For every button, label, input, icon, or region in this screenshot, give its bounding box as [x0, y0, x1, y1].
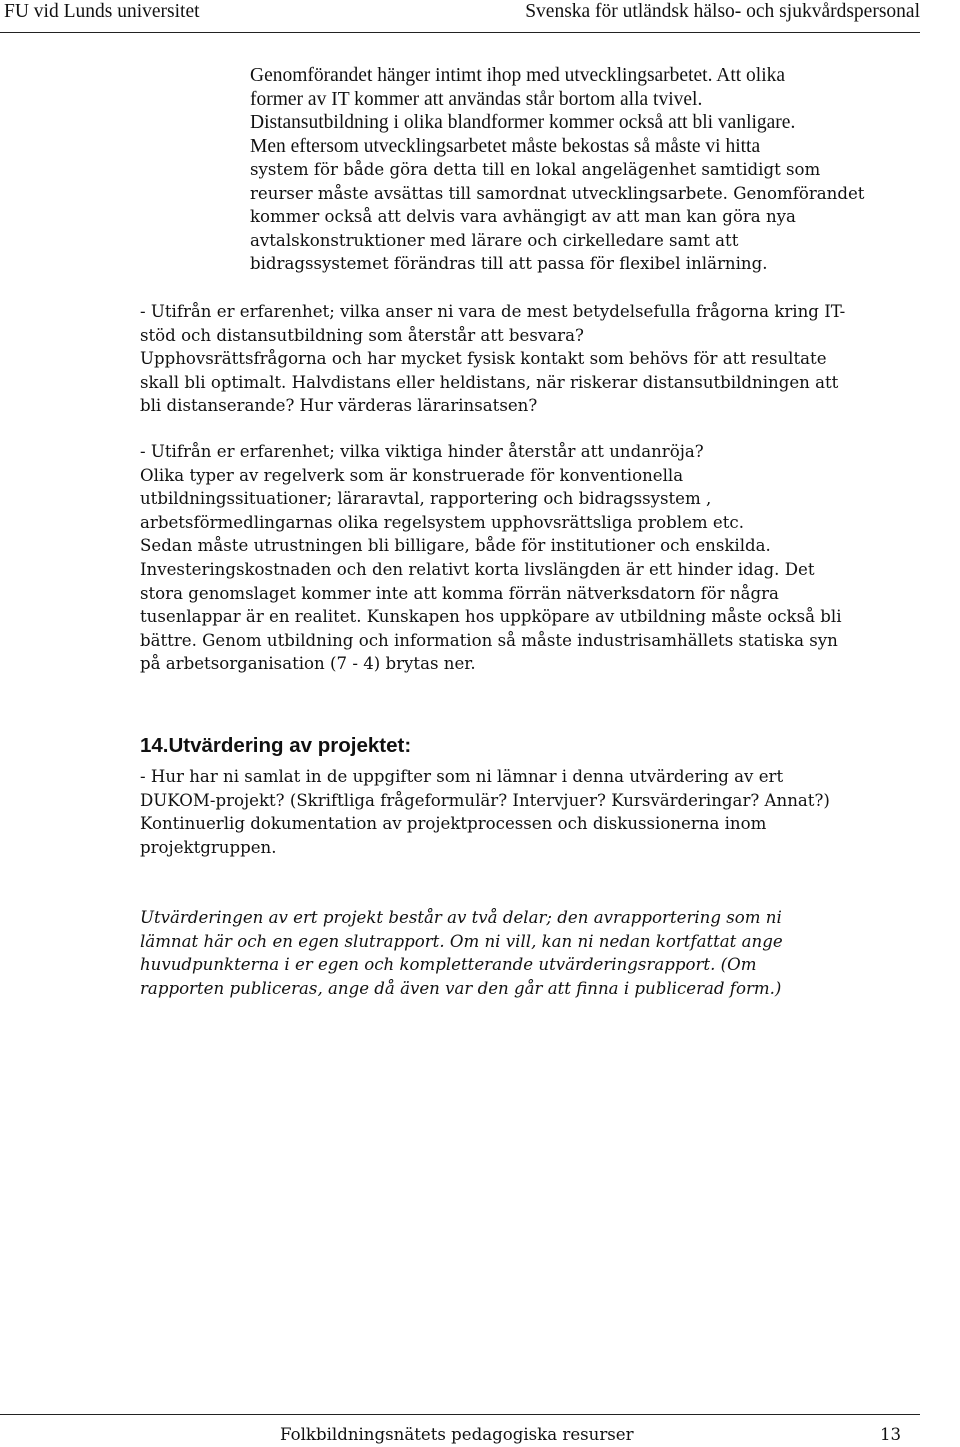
intro-paragraph	[250, 64, 900, 276]
text-line: Olika typer av regelverk som är konstruerade för konventionella	[140, 465, 684, 485]
question-block-obstacles	[140, 440, 910, 676]
text-line: former av IT kommer att användas står bortom alla tvivel.	[250, 88, 703, 110]
text-line: Utvärderingen av ert projekt består av två delar; den avrapportering som ni	[140, 908, 782, 927]
text-line: Men eftersom utvecklingsarbetet måste bekostas så måste vi hitta	[250, 135, 761, 157]
text-line: tusenlappar är en realitet. Kunskapen hos uppköpare av utbildning måste också bli	[140, 607, 842, 627]
text-line: lämnat här och en egen slutrapport. Om ni vill, kan ni nedan kortfattat ange	[140, 931, 783, 951]
header-institution: FU vid Lunds universitet	[4, 1, 200, 22]
text-line: DUKOM-projekt? (Skriftliga frågeformulär? Intervjuer? Kursvärderingar? Annat?)	[140, 790, 830, 810]
text-line: arbetsförmedlingarnas olika regelsystem upphovsrättsliga problem etc.	[140, 512, 744, 532]
text-line: Upphovsrättsfrågorna och har mycket fysisk kontakt som behövs för att resultate	[140, 349, 827, 369]
footer-publisher: Folkbildningsnätets pedagogiska resurser	[280, 1425, 634, 1444]
footer-divider	[0, 1414, 920, 1415]
question-block-significant-issues	[140, 300, 910, 418]
section-heading: 14.Utvärdering av projektet:	[140, 734, 412, 757]
page-number: 13	[880, 1425, 902, 1444]
text-line: utbildningssituationer; läraravtal, rapportering och bidragssystem ,	[140, 489, 712, 509]
text-line: bli distanserande? Hur värderas lärarinsatsen?	[140, 396, 538, 416]
text-line: avtalskonstruktioner med lärare och cirkelledare samt att	[250, 230, 739, 250]
text-line: Distansutbildning i olika blandformer kommer också att bli vanligare.	[250, 112, 796, 133]
text-line: bättre. Genom utbildning och information så måste industrisamhällets statiska syn	[140, 630, 838, 650]
text-line: Investeringskostnaden och den relativt korta livslängden är ett hinder idag. Det	[140, 559, 815, 579]
text-line: kommer också att delvis vara avhängigt av att man kan göra nya	[250, 207, 796, 226]
text-line: projektgruppen.	[140, 837, 277, 857]
text-line: system för både göra detta till en lokal angelägenhet samtidigt som	[250, 160, 821, 179]
text-line: Kontinuerlig dokumentation av projektprocessen och diskussionerna inom	[140, 814, 767, 834]
text-line: - Hur har ni samlat in de uppgifter som ni lämnar i denna utvärdering av ert	[140, 767, 784, 786]
text-line: Genomförandet hänger intimt ihop med utvecklingsarbetet. Att olika	[250, 65, 786, 86]
text-line: - Utifrån er erfarenhet; vilka viktiga hinder återstår att undanröja?	[140, 442, 704, 461]
text-line: - Utifrån er erfarenhet; vilka anser ni vara de mest betydelsefulla frågorna kring IT-	[140, 302, 846, 321]
section-question-block	[140, 765, 910, 859]
text-line: stöd och distansutbildning som återstår att besvara?	[140, 325, 584, 345]
instruction-paragraph	[140, 906, 910, 1000]
text-line: reurser måste avsättas till samordnat utvecklingsarbete. Genomförandet	[250, 183, 865, 203]
text-line: på arbetsorganisation (7 - 4) brytas ner.	[140, 654, 476, 674]
header-course-title: Svenska för utländsk hälso- och sjukvårdspersonal	[525, 1, 920, 22]
page-header	[0, 0, 960, 34]
text-line: stora genomslaget kommer inte att komma förrän nätverksdatorn för några	[140, 583, 779, 603]
header-divider	[0, 32, 920, 33]
text-line: rapporten publiceras, ange då även var den går att finna i publicerad form.)	[140, 978, 782, 998]
text-line: skall bli optimalt. Halvdistans eller heldistans, när riskerar distansutbildningen att	[140, 372, 839, 392]
text-line: Sedan måste utrustningen bli billigare, både för institutioner och enskilda.	[140, 536, 771, 556]
text-line: huvudpunkterna i er egen och kompletterande utvärderingsrapport. (Om	[140, 955, 757, 975]
text-line: bidragssystemet förändras till att passa för flexibel inlärning.	[250, 254, 768, 273]
